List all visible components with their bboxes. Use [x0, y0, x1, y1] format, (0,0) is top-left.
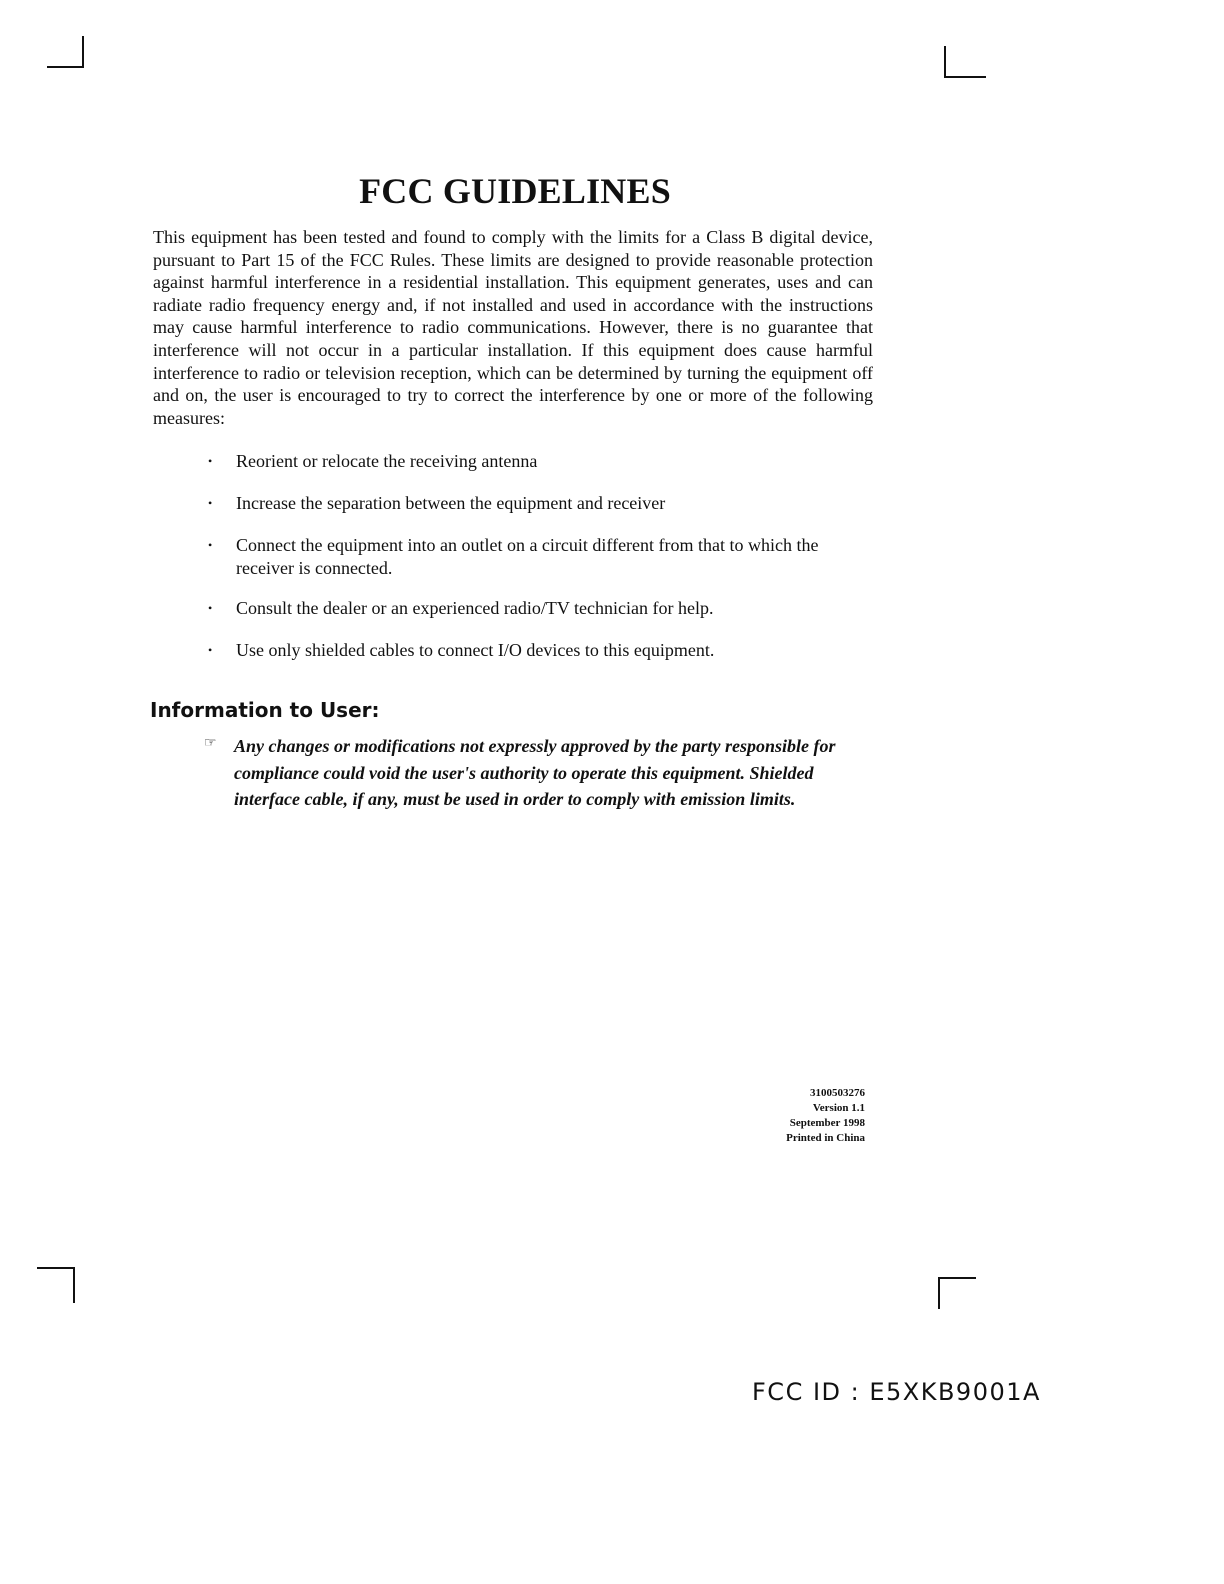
bullet-icon: • [208, 496, 213, 510]
list-item [208, 597, 878, 620]
print-date: September 1998 [789, 1117, 865, 1129]
part-number: 3100503276 [810, 1087, 865, 1099]
version: Version 1.1 [812, 1102, 865, 1114]
measure-text: Reorient or relocate the receiving antenna [236, 451, 538, 471]
fcc-id-handwritten: FCC ID : E5XKB9001A [752, 1378, 1041, 1406]
list-item [208, 534, 878, 580]
measure-text: Increase the separation between the equipment and receiver [236, 493, 666, 513]
bullet-icon: • [208, 454, 213, 468]
pointing-hand-icon: ☞ [204, 736, 217, 751]
list-item [208, 639, 878, 662]
list-item [208, 450, 878, 473]
info-text: Any changes or modifications not expressly approved by the party responsible for compliance could void the user's authority to operate this equipment. Shielded interface cable, if any, must be used in order to comply with emission limits. [234, 736, 836, 809]
intro-paragraph: This equipment has been tested and found to comply with the limits for a Class B digital device, pursuant to Part 15 of the FCC Rules. These limits are designed to provide reasonable protection against harmful interference in a residential installation. This equipment generates, uses and can radiate radio frequency energy and, if not installed and used in accordance with the instructions may cause harmful interference to radio communications. However, there is no guarantee that interference will not occur in a particular installation. If this equipment does cause harmful interference to radio or television reception, which can be determined by turning the equipment off and on, the user is encouraged to try to correct the interference by one or more of the following measures: [153, 227, 873, 428]
measure-text: Use only shielded cables to connect I/O devices to this equipment. [236, 640, 715, 660]
measure-text: Consult the dealer or an experienced radio/TV technician for help. [236, 598, 714, 618]
measure-text: Connect the equipment into an outlet on a circuit different from that to which the receiver is connected. [236, 535, 819, 578]
measures-list [208, 450, 878, 681]
list-item [208, 492, 878, 515]
bullet-icon: • [208, 538, 213, 552]
print-origin: Printed in China [786, 1132, 865, 1144]
document-meta [700, 1086, 865, 1146]
bullet-icon: • [208, 601, 213, 615]
page-title: FCC GUIDELINES [359, 171, 671, 211]
info-heading: Information to User: [150, 698, 380, 722]
bullet-icon: • [208, 643, 213, 657]
